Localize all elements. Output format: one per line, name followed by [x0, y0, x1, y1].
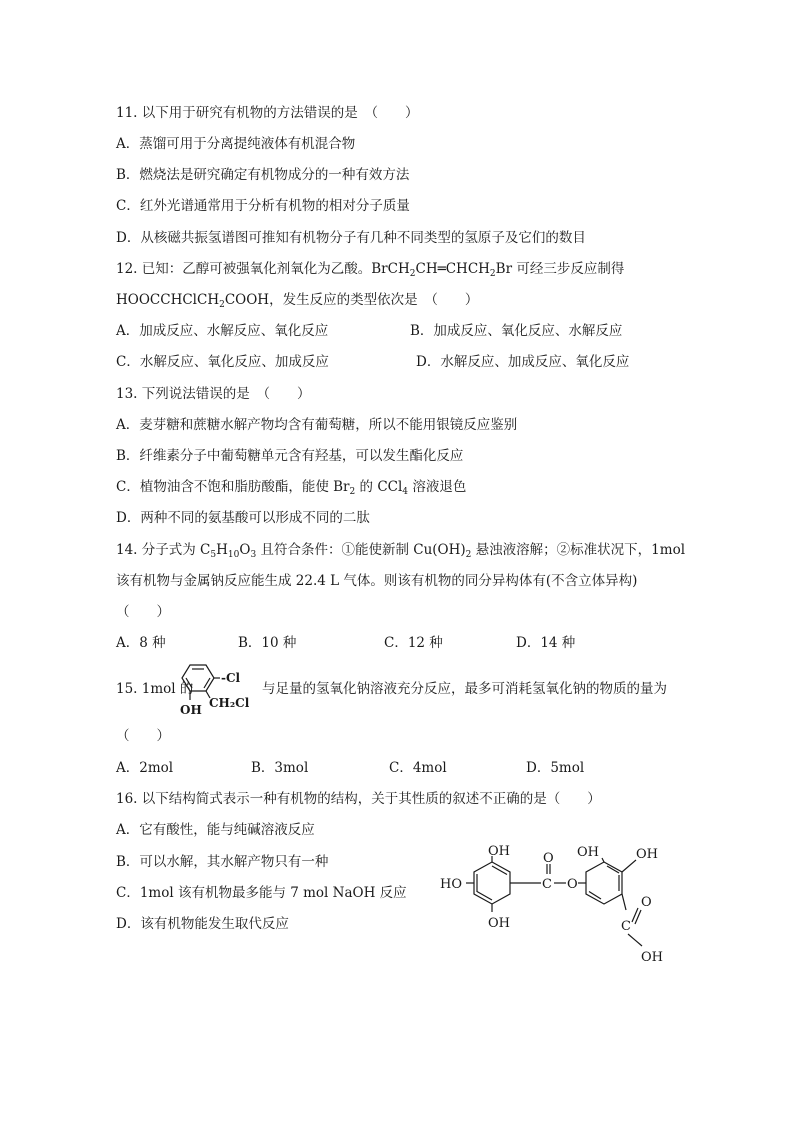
q14-option-a: A．8 种 — [116, 635, 166, 651]
q15-option-b: B．3mol — [251, 760, 309, 776]
q14-stem-part: 14. 分子式为 C — [116, 542, 211, 558]
q15-label-oh: OH — [180, 703, 202, 717]
subscript: 2 — [219, 300, 225, 310]
q13-option-c — [116, 478, 466, 496]
q12-option-d: D．水解反应、加成反应、氧化反应 — [416, 354, 630, 370]
q16-label-o: O — [567, 877, 578, 892]
q16-option-c: C．1mol 该有机物最多能与 7 mol NaOH 反应 — [116, 885, 407, 901]
q12-stem-part: COOH，发生反应的类型依次是 （ ） — [224, 292, 479, 308]
q13-option-c-part: 溶液退色 — [408, 479, 467, 495]
q12-stem-line2 — [116, 291, 478, 309]
subscript: 10 — [227, 550, 240, 560]
q14-stem-part: 且符合条件：①能使新制 Cu(OH) — [256, 542, 466, 558]
q14-stem-line3: （ ） — [116, 604, 170, 620]
q16-label-o: O — [641, 895, 652, 910]
q16-label-o: O — [543, 851, 554, 866]
q12-stem-part: HOOCCHClCH — [116, 292, 220, 308]
q16-option-a: A．它有酸性，能与纯碱溶液反应 — [116, 822, 315, 838]
q13-option-b: B．纤维素分子中葡萄糖单元含有羟基，可以发生酯化反应 — [116, 448, 464, 464]
q15-label-ch2cl: CH₂Cl — [209, 696, 250, 710]
q16-option-b: B．可以水解，其水解产物只有一种 — [116, 854, 329, 870]
q11-option-c: C．红外光谱通常用于分析有机物的相对分子质量 — [116, 198, 410, 214]
subscript: 2 — [489, 269, 496, 279]
q12-option-a: A．加成反应、水解反应、氧化反应 — [116, 323, 329, 339]
q16-option-d: D．该有机物能发生取代反应 — [116, 916, 289, 932]
q13-stem: 13. 下列说法错误的是 （ ） — [116, 386, 311, 402]
q15-stem-part2: 与足量的氢氧化钠溶液充分反应，最多可消耗氢氧化钠的物质的量为 — [262, 681, 667, 697]
q15-structure — [178, 660, 260, 720]
q16-label-oh: OH — [577, 845, 599, 860]
q15-label-cl: -Cl — [221, 671, 241, 685]
right-benzene-ring — [586, 862, 622, 904]
q16-label-c: C — [621, 919, 631, 934]
q12-option-b: B．加成反应、氧化反应、水解反应 — [410, 323, 623, 339]
q15-option-a: A．2mol — [116, 760, 174, 776]
q16-structure — [436, 838, 686, 968]
q12-stem-part: CH═CHCH — [415, 261, 490, 277]
q15-option-c: C．4mol — [389, 760, 447, 776]
q12-stem-part: 12. 已知：乙醇可被强氧化剂氧化为乙酸。BrCH — [116, 261, 410, 277]
q12-stem — [116, 260, 624, 278]
q16-stem: 16. 以下结构简式表示一种有机物的结构，关于其性质的叙述不正确的是（ ） — [116, 791, 601, 807]
left-benzene-ring — [474, 862, 510, 904]
q15-option-d: D．5mol — [526, 760, 585, 776]
subscript: 2 — [409, 269, 416, 279]
q14-option-b: B．10 种 — [238, 635, 297, 651]
q14-option-d: D．14 种 — [516, 635, 576, 651]
q16-label-oh: OH — [488, 844, 510, 859]
q15-stem-part1: 15. 1mol 的 — [116, 681, 194, 697]
q11-option-b: B．燃烧法是研究确定有机物成分的一种有效方法 — [116, 167, 410, 183]
q13-option-c-part: 的 CCl — [355, 479, 403, 495]
q14-stem — [116, 541, 685, 559]
subscript: 3 — [250, 550, 257, 560]
q12-option-c: C．水解反应、氧化反应、加成反应 — [116, 354, 329, 370]
q15-stem-line2: （ ） — [116, 728, 170, 744]
q11-stem: 11. 以下用于研究有机物的方法错误的是 （ ） — [116, 105, 419, 121]
subscript: 2 — [349, 487, 356, 497]
q13-option-c-part: C．植物油含不饱和脂肪酸酯，能使 Br — [116, 479, 350, 495]
q14-stem-part: O — [239, 542, 251, 558]
q14-stem-part: H — [216, 542, 228, 558]
q16-label-ho: HO — [440, 877, 462, 892]
q11-option-d: D．从核磁共振氢谱图可推知有机物分子有几种不同类型的氢原子及它们的数目 — [116, 230, 586, 246]
q14-stem-line2: 该有机物与金属钠反应能生成 22.4 L 气体。则该有机物的同分异构体有(不含立体异构) — [116, 573, 638, 589]
q11-option-a: A．蒸馏可用于分离提纯液体有机混合物 — [116, 136, 356, 152]
q16-label-oh: OH — [488, 916, 510, 931]
q16-label-oh: OH — [641, 950, 663, 965]
subscript: 4 — [402, 487, 409, 497]
subscript: 2 — [465, 550, 472, 560]
q14-stem-part: 悬浊液溶解；②标准状况下，1mol — [471, 542, 686, 558]
q13-option-d: D．两种不同的氨基酸可以形成不同的二肽 — [116, 510, 370, 526]
q13-option-a: A．麦芽糖和蔗糖水解产物均含有葡萄糖，所以不能用银镜反应鉴别 — [116, 417, 518, 433]
q16-label-c: C — [542, 877, 552, 892]
q12-stem-part: Br 可经三步反应制得 — [495, 261, 625, 277]
q16-label-oh: OH — [636, 847, 658, 862]
subscript: 5 — [210, 550, 217, 560]
q14-option-c: C．12 种 — [384, 635, 443, 651]
